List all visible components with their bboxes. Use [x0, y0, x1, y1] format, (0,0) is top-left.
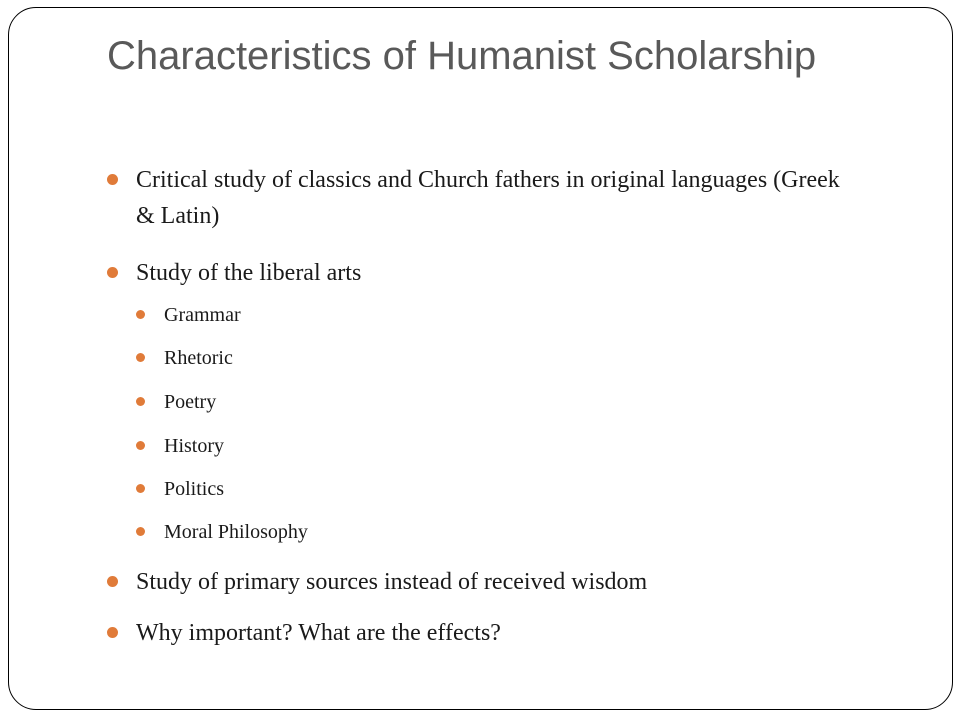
sub-bullet-text: Politics — [164, 478, 225, 500]
sub-bullet-item — [107, 301, 847, 329]
sub-bullet-text: Grammar — [164, 304, 241, 326]
bullet-item — [107, 255, 847, 291]
bullet-text: Why important? What are the effects? — [136, 620, 501, 646]
bullet-text: Critical study of classics and Church fathers in original languages (Greek & Latin) — [136, 167, 840, 229]
bullet-marker — [107, 267, 118, 278]
bullet-marker — [107, 627, 118, 638]
sub-bullet-marker — [136, 353, 145, 362]
bullet-item — [107, 162, 847, 234]
sub-bullet-marker — [136, 441, 145, 450]
bullet-marker — [107, 174, 118, 185]
sub-bullet-item — [107, 432, 847, 460]
sub-bullet-text: Poetry — [164, 391, 217, 413]
sub-bullet-text: Rhetoric — [164, 347, 233, 369]
sub-bullet-text: Moral Philosophy — [164, 521, 308, 543]
sub-bullet-item — [107, 475, 847, 503]
bullet-text: Study of the liberal arts — [136, 260, 362, 286]
sub-bullet-marker — [136, 397, 145, 406]
bullet-item — [107, 615, 847, 651]
sub-bullet-marker — [136, 484, 145, 493]
bullet-marker — [107, 576, 118, 587]
sub-bullet-item — [107, 388, 847, 416]
sub-bullet-item — [107, 518, 847, 546]
sub-bullet-marker — [136, 527, 145, 536]
bullet-item — [107, 564, 847, 600]
sub-bullet-marker — [136, 310, 145, 319]
sub-bullet-item — [107, 344, 847, 372]
sub-bullet-text: History — [164, 435, 224, 457]
slide-title: Characteristics of Humanist Scholarship — [107, 34, 817, 78]
bullet-text: Study of primary sources instead of received wisdom — [136, 569, 648, 595]
